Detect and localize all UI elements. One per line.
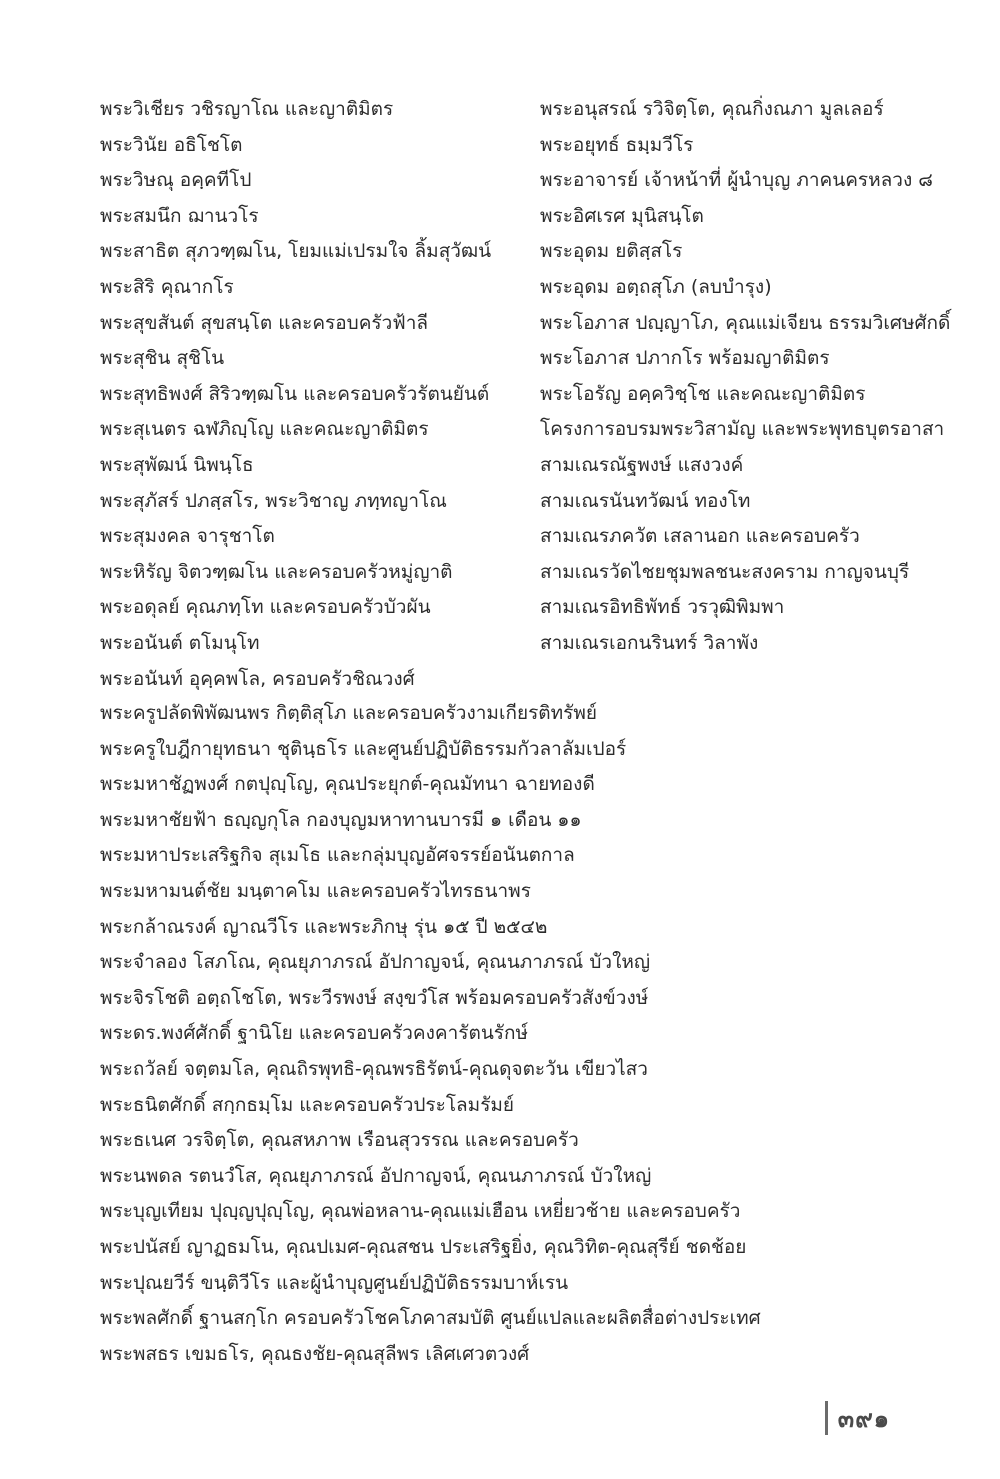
full-width-name-list [100,696,960,1372]
list-item: พระปุณยวีร์ ขนฺติวีโร และผู้นำบุญศูนย์ปฏิบัติธรรมบาห์เรน [100,1271,569,1294]
list-item: พระสุมงคล จารุชาโต [100,525,275,548]
list-item: พระอุดม อตฺถสุโภ (ลบบำรุง) [540,275,772,298]
list-item: พระจำลอง โสภโณ, คุณยุภาภรณ์ อัปกาญจน์, คุณนภาภรณ์ บัวใหญ่ [100,951,651,974]
list-item: พระมหาชัฏพงศ์ กตปุญฺโญ, คุณประยุกต์-คุณมัทนา ฉายทองดี [100,773,595,796]
list-item: พระโอภาส ปภากโร พร้อมญาติมิตร [540,347,830,370]
list-item: พระอิศเรศ มุนิสนฺโต [540,204,704,227]
page-number: ๓๙๑ [837,1404,890,1433]
list-item: สามเณรอิทธิพัทธ์ วรวุฒิพิมพา [540,596,785,619]
list-item: โครงการอบรมพระวิสามัญ และพระพุทธบุตรอาสา [540,418,945,441]
list-item: พระสุพัฒน์ นิพนฺโธ [100,453,254,476]
left-name-column [100,92,530,697]
right-name-column [540,92,980,662]
list-item: พระสิริ คุณากโร [100,275,234,298]
list-item: พระถวัลย์ จตฺตมโล, คุณถิรพุทธิ-คุณพรธิรัตน์-คุณดุจตะวัน เขียวไสว [100,1057,648,1080]
list-item: พระอดุลย์ คุณภทฺโท และครอบครัวบัวผัน [100,596,431,619]
list-item: พระปนัสย์ ญาฏธมโน, คุณปเมศ-คุณสชน ประเสริฐยิ่ง, คุณวิทิต-คุณสุรีย์ ชดช้อย [100,1235,747,1258]
list-item: พระอนันท์ อุคฺคพโล, ครอบครัวชิณวงศ์ [100,667,415,690]
list-item: สามเณรณัฐพงษ์ แสงวงค์ [540,453,744,476]
list-item: พระกล้าณรงค์ ญาณวีโร และพระภิกษุ รุ่น ๑๕ ปี ๒๕๔๒ [100,915,548,938]
list-item: พระบุญเทียม ปุญฺญปุญฺโญ, คุณพ่อหลาน-คุณแม่เฮือน เหยี่ยวช้าย และครอบครัว [100,1200,741,1223]
list-item: พระสาธิต สุภวฑฺฒโน, โยมแม่เปรมใจ ลิ้มสุวัฒน์ [100,240,492,263]
list-item: พระธเนศ วรจิตฺโต, คุณสหภาพ เรือนสุวรรณ และครอบครัว [100,1129,579,1152]
list-item: พระสมนึก ฌานวโร [100,204,259,227]
list-item: พระสุภัสร์ ปภสฺสโร, พระวิชาญ ภทฺทญาโณ [100,489,447,512]
page-number-divider [825,1401,828,1435]
list-item: สามเณรภควัต เสลานอก และครอบครัว [540,525,860,548]
list-item: พระมหามนต์ชัย มนฺตาคโม และครอบครัวไทรธนาพร [100,879,531,902]
list-item: พระวิษณุ อคฺคทีโป [100,169,252,192]
list-item: พระสุเนตร ฉฬภิญฺโญ และคณะญาติมิตร [100,418,429,441]
list-item: พระอาจารย์ เจ้าหน้าที่ ผู้นำบุญ ภาคนครหลวง ๘ [540,169,933,192]
list-item: พระโอภาส ปญฺญาโภ, คุณแม่เจียน ธรรมวิเศษศักดิ์ [540,311,951,334]
list-item: พระพสธร เขมธโร, คุณธงชัย-คุณสุลีพร เลิศเศวตวงศ์ [100,1342,530,1365]
list-item: พระโอรัญ อคฺควิชฺโช และคณะญาติมิตร [540,382,866,405]
list-item: พระนพดล รตนวํโส, คุณยุภาภรณ์ อัปกาญจน์, คุณนภาภรณ์ บัวใหญ่ [100,1164,652,1187]
list-item: พระอนันต์ ตโมนุโท [100,631,260,654]
list-item: พระพลศักดิ์ ฐานสกฺโก ครอบครัวโชคโภคาสมบัติ ศูนย์แปลและผลิตสื่อต่างประเทศ [100,1307,761,1330]
list-item: พระครูปลัดพิพัฒนพร กิตฺติสุโภ และครอบครัวงามเกียรติทรัพย์ [100,702,598,724]
list-item: พระวินัย อธิโชโต [100,133,243,156]
list-item: สามเณรเอกนรินทร์ วิลาพัง [540,631,759,654]
list-item: พระมหาชัยฟ้า ธญฺญกุโล กองบุญมหาทานบารมี ๑ เดือน ๑๑ [100,808,582,831]
list-item: สามเณรวัดไชยชุมพลชนะสงคราม กาญจนบุรี [540,560,910,583]
list-item: พระอุดม ยติสฺสโร [540,240,683,263]
list-item: พระวิเชียร วชิรญาโณ และญาติมิตร [100,98,394,120]
list-item: พระดร.พงศ์ศักดิ์ ฐานิโย และครอบครัวคงคารัตนรักษ์ [100,1022,529,1045]
list-item: พระหิรัญ จิตวฑฺฒโน และครอบครัวหมู่ญาติ [100,560,453,583]
list-item: พระสุทธิพงศ์ สิริวฑฺฒโน และครอบครัวรัตนยันต์ [100,382,490,405]
list-item: พระสุชิน สุชิโน [100,347,225,370]
list-item: พระอนุสรณ์ รวิจิตฺโต, คุณกิ่งณภา มูลเลอร์ [540,98,884,120]
list-item: พระจิรโชติ อตฺถโชโต, พระวีรพงษ์ สงฺขวํโส พร้อมครอบครัวสังข์วงษ์ [100,986,649,1009]
list-item: พระครูใบฎีกายุทธนา ชุตินฺธโร และศูนย์ปฏิบัติธรรมกัวลาลัมเปอร์ [100,737,627,760]
page-number-block [825,1400,890,1436]
list-item: สามเณรนันทวัฒน์ ทองโท [540,489,751,512]
list-item: พระสุขสันต์ สุขสนฺโต และครอบครัวฟ้าลี [100,311,429,334]
list-item: พระธนิตศักดิ์ สกฺกธมฺโม และครอบครัวประโลมรัมย์ [100,1093,515,1116]
list-item: พระอยุทธ์ ธมฺมวีโร [540,133,694,156]
list-item: พระมหาประเสริฐกิจ สุเมโธ และกลุ่มบุญอัศจรรย์อนันตกาล [100,844,575,867]
